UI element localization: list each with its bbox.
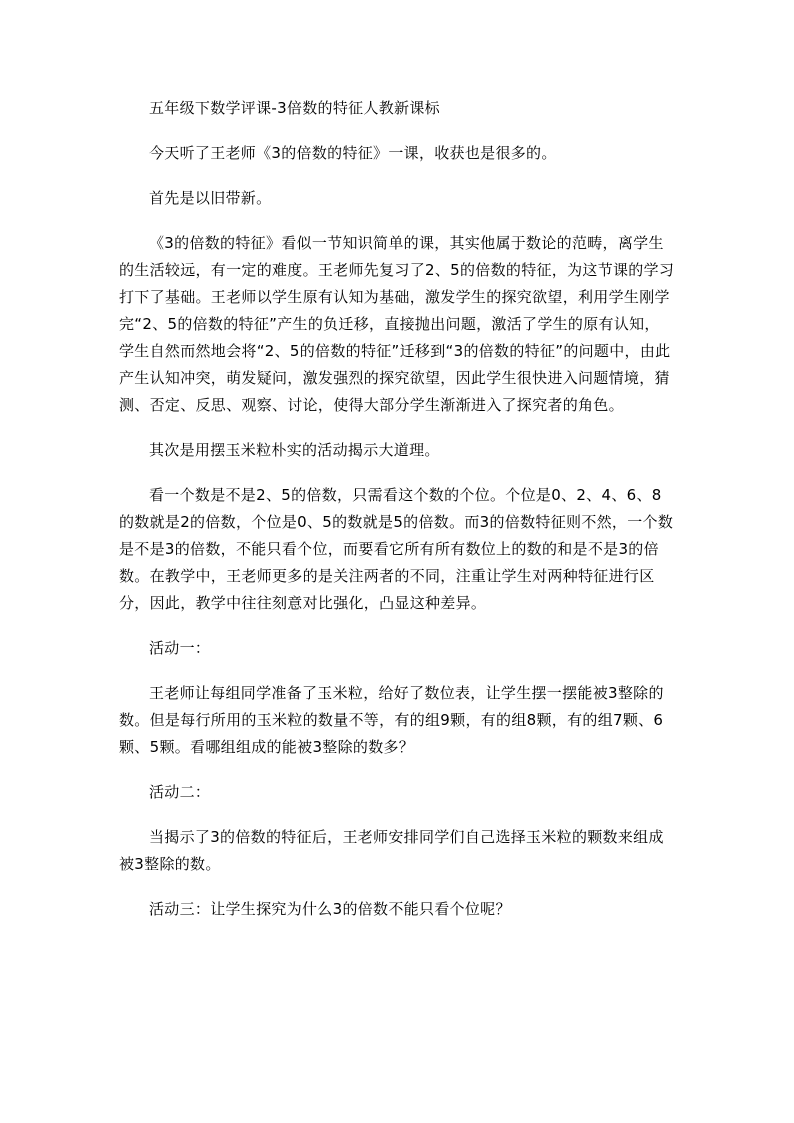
paragraph: 今天听了王老师《3的倍数的特征》一课，收获也是很多的。 — [149, 144, 557, 162]
paragraph: 看一个数是不是2、5的倍数，只需看这个数的个位。个位是0、2、4、6、8的数就是2的倍数，个位是0、5的数就是5的倍数。而3的倍数特征则不然，一个数是不是3的倍数，不能只看个位，而要看它所有所有数位上的数的和是不是3的倍数。在教学中，王老师更多的是关注两者的不同，注重让学生对两种特征进行区分，因此，教学中往往刻意对比强化，凸显这种差异。 — [119, 486, 674, 612]
paragraph: 王老师让每组同学准备了玉米粒，给好了数位表，让学生摆一摆能被3整除的数。但是每行所用的玉米粒的数量不等，有的组9颗，有的组8颗，有的组7颗、6颗、5颗。看哪组组成的能被3整除的数多？ — [119, 684, 664, 756]
paragraph: 《3的倍数的特征》看似一节知识简单的课，其实他属于数论的范畴，离学生的生活较远，有一定的难度。王老师先复习了2、5的倍数的特征，为这节课的学习打下了基础。王老师以学生原有认知为基础，激发学生的探究欲望，利用学生刚学完“2、5的倍数的特征”产生的负迁移，直接抛出问题，激活了学生的原有认知，学生自然而然地会将“2、5的倍数的特征”迁移到“3的倍数的特征”的问题中，由此产生认知冲突，萌发疑问，激发强烈的探究欲望，因此学生很快进入问题情境，猜测、否定、反思、观察、讨论，使得大部分学生渐渐进入了探究者的角色。 — [119, 234, 675, 414]
paragraph: 活动一： — [149, 639, 211, 657]
document-title: 五年级下数学评课-3倍数的特征人教新课标 — [149, 99, 440, 117]
paragraph: 活动二： — [149, 783, 211, 801]
document-body — [119, 95, 675, 941]
paragraph: 当揭示了3的倍数的特征后，王老师安排同学们自己选择玉米粒的颗数来组成被3整除的数。 — [119, 828, 664, 873]
paragraph: 首先是以旧带新。 — [149, 189, 272, 207]
paragraph: 活动三：让学生探究为什么3的倍数不能只看个位呢？ — [149, 900, 511, 918]
paragraph: 其次是用摆玉米粒朴实的活动揭示大道理。 — [149, 441, 440, 459]
